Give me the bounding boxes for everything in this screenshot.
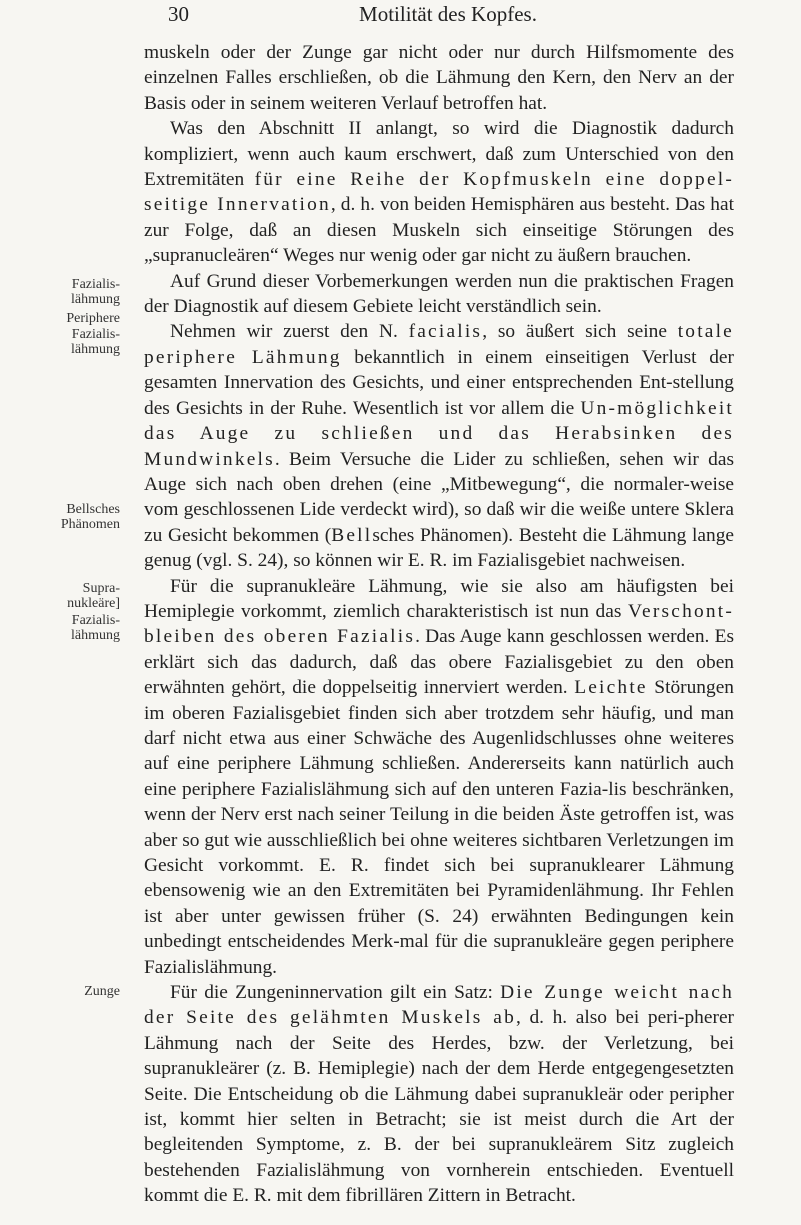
paragraph-3 <box>144 269 734 320</box>
paragraph-text: . Beim Versuche die Lider zu schließen, sehen wir das Auge sich nach oben drehen (eine „Mitbewegung“, die normaler-weise vom geschlossenen Lide verdeckt wird), so daß wir die weiße untere Sklera zu Gesicht bekommen ( <box>144 448 734 546</box>
margin-note-fazialislaehmung <box>0 277 120 307</box>
emphasized-text: Bell <box>331 524 373 546</box>
paragraph-text: muskeln oder der Zunge gar nicht oder nur durch Hilfsmomente des einzelnen Falles erschließen, ob die Lähmung den Kern, den Nerv an der Basis oder in seinem weiteren Verlauf betroffen hat. <box>144 42 734 114</box>
emphasized-text: totale periphere Lähmung <box>144 321 734 368</box>
paragraph-text: bekanntlich in einem einseitigen Verlust der gesamten Innervation des Gesichts, und einer entsprechenden Ent-stellung des Gesichts in der Ruhe. Wesentlich ist vor allem die <box>144 346 734 419</box>
margin-note-text: Fazialis- lähmung <box>71 613 120 643</box>
paragraph-text: Störungen im oberen Fazialisgebiet finden sich aber trotzdem sehr häufig, und man darf nicht etwa aus einer Schwäche des Augenlidschlusses ohne weiteres auf eine periphere Lähmung schließen. Andererseits kann natürlich auch eine periphere Fazialislähmung sich auf den unteren Fazia-lis beschränken, wenn der Nerv erst nach seiner Teilung in die beiden Äste getroffen ist, was aber so gut wie ausschließlich bei ohne weiteres sichtbaren Verletzungen im Gesicht vorkommt. E. R. findet sich bei supranuklearer Lähmung ebensowenig wie an den Extremitäten bei Pyramidenlähmung. Ihr Fehlen ist aber unter gewissen früher (S. 24) erwähnten Bedingungen kein unbedingt entscheidendes Merk-mal für die supranukleäre gegen periphere Fazialislähmung. <box>144 677 734 978</box>
emphasized-text: Leichte <box>574 677 648 699</box>
page-header <box>168 2 728 28</box>
paragraph-text: Für die Zungeninnervation gilt ein Satz: <box>170 982 501 1004</box>
margin-note-zunge <box>0 984 120 999</box>
paragraph-1 <box>144 40 734 116</box>
page-number: 30 <box>168 2 189 26</box>
body-text <box>144 40 734 1209</box>
margin-note-supranukleaere <box>0 581 120 611</box>
emphasized-text: für eine Reihe der Kopfmuskeln eine doppel-seitige Innervation <box>144 169 735 216</box>
margin-note-fazialislaehmung-3 <box>0 613 120 643</box>
paragraph-text: Für die supranukleäre Lähmung, wie sie also am häufigsten bei Hemiplegie vorkommt, ziemlich charakteristisch ist nun das <box>144 575 734 622</box>
margin-note-text: Zunge <box>84 984 120 999</box>
margin-note-fazialislaehmung-2 <box>0 327 120 357</box>
margin-note-periphere <box>0 311 120 326</box>
paragraph-text: , so äußert sich seine <box>482 321 678 343</box>
paragraph-text: Nehmen wir zuerst den N. <box>170 321 409 343</box>
paragraph-4 <box>144 319 734 573</box>
paragraph-text: Auf Grund dieser Vorbemerkungen werden nun die praktischen Fragen der Diagnostik auf diesem Gebiete leicht verständlich sein. <box>144 270 734 318</box>
margin-note-text: Fazialis- lähmung <box>71 327 120 357</box>
emphasized-text: Die Zunge weicht nach der Seite des gelähmten Muskels ab <box>144 982 734 1029</box>
paragraph-text: . Das Auge kann geschlossen werden. Es erklärt sich das dadurch, daß das obere Fazialisgebiet zu den oben erwähnten gehört, die doppelseitig innerviert werden. <box>144 626 734 699</box>
margin-note-text: Periphere <box>66 311 120 326</box>
emphasized-text: Un-möglichkeit das Auge zu schließen und das Herabsinken des Mundwinkels <box>144 397 734 470</box>
margin-note-text: Supra- nukleäre] <box>67 581 120 611</box>
emphasized-text: facialis <box>408 321 483 343</box>
paragraph-5 <box>144 574 734 981</box>
paragraph-text: Was den Abschnitt II anlangt, so wird die Diagnostik dadurch kompliziert, wenn auch kaum erschwert, daß zum Unterschied von den Extremitäten <box>144 118 734 191</box>
paragraph-text: sches Phänomen). Besteht die Lähmung lange genug (vgl. S. 24), so können wir E. R. im Fazialisgebiet nachweisen. <box>144 524 735 572</box>
paragraph-text: , d. h. von beiden Hemisphären aus besteht. Das hat zur Folge, daß an diesen Muskeln sich einseitige Störungen des „supranucleären“ Weges nur wenig oder gar nicht zu äußern brauchen. <box>144 194 734 267</box>
margin-note-text: Bellsches Phänomen <box>60 502 120 532</box>
running-title: Motilität des Kopfes. <box>359 2 537 26</box>
emphasized-text: Verschont-bleiben des oberen Fazialis <box>144 600 734 648</box>
paragraph-6 <box>144 980 734 1209</box>
margin-note-bellsches-phaenomen <box>0 502 120 532</box>
paragraph-text: , d. h. also bei peri-pherer Lähmung nach der Seite des Herdes, bzw. der Verletzung, bei supranukleärer (z. B. Hemiplegie) nach der dem Herde entgegengesetzten Seite. Die Entscheidung ob die Lähmung dabei supranukleär oder peripher ist, kommt hier selten in Betracht; sie ist meist durch die Art der begleitenden Symptome, z. B. der bei supranukleärem Sitz zugleich bestehenden Fazialislähmung von vornherein entschieden. Eventuell kommt die E. R. mit dem fibrillären Zittern in Betracht. <box>144 1007 735 1207</box>
margin-note-text: Fazialis- lähmung <box>71 277 120 307</box>
paragraph-2 <box>144 116 734 268</box>
